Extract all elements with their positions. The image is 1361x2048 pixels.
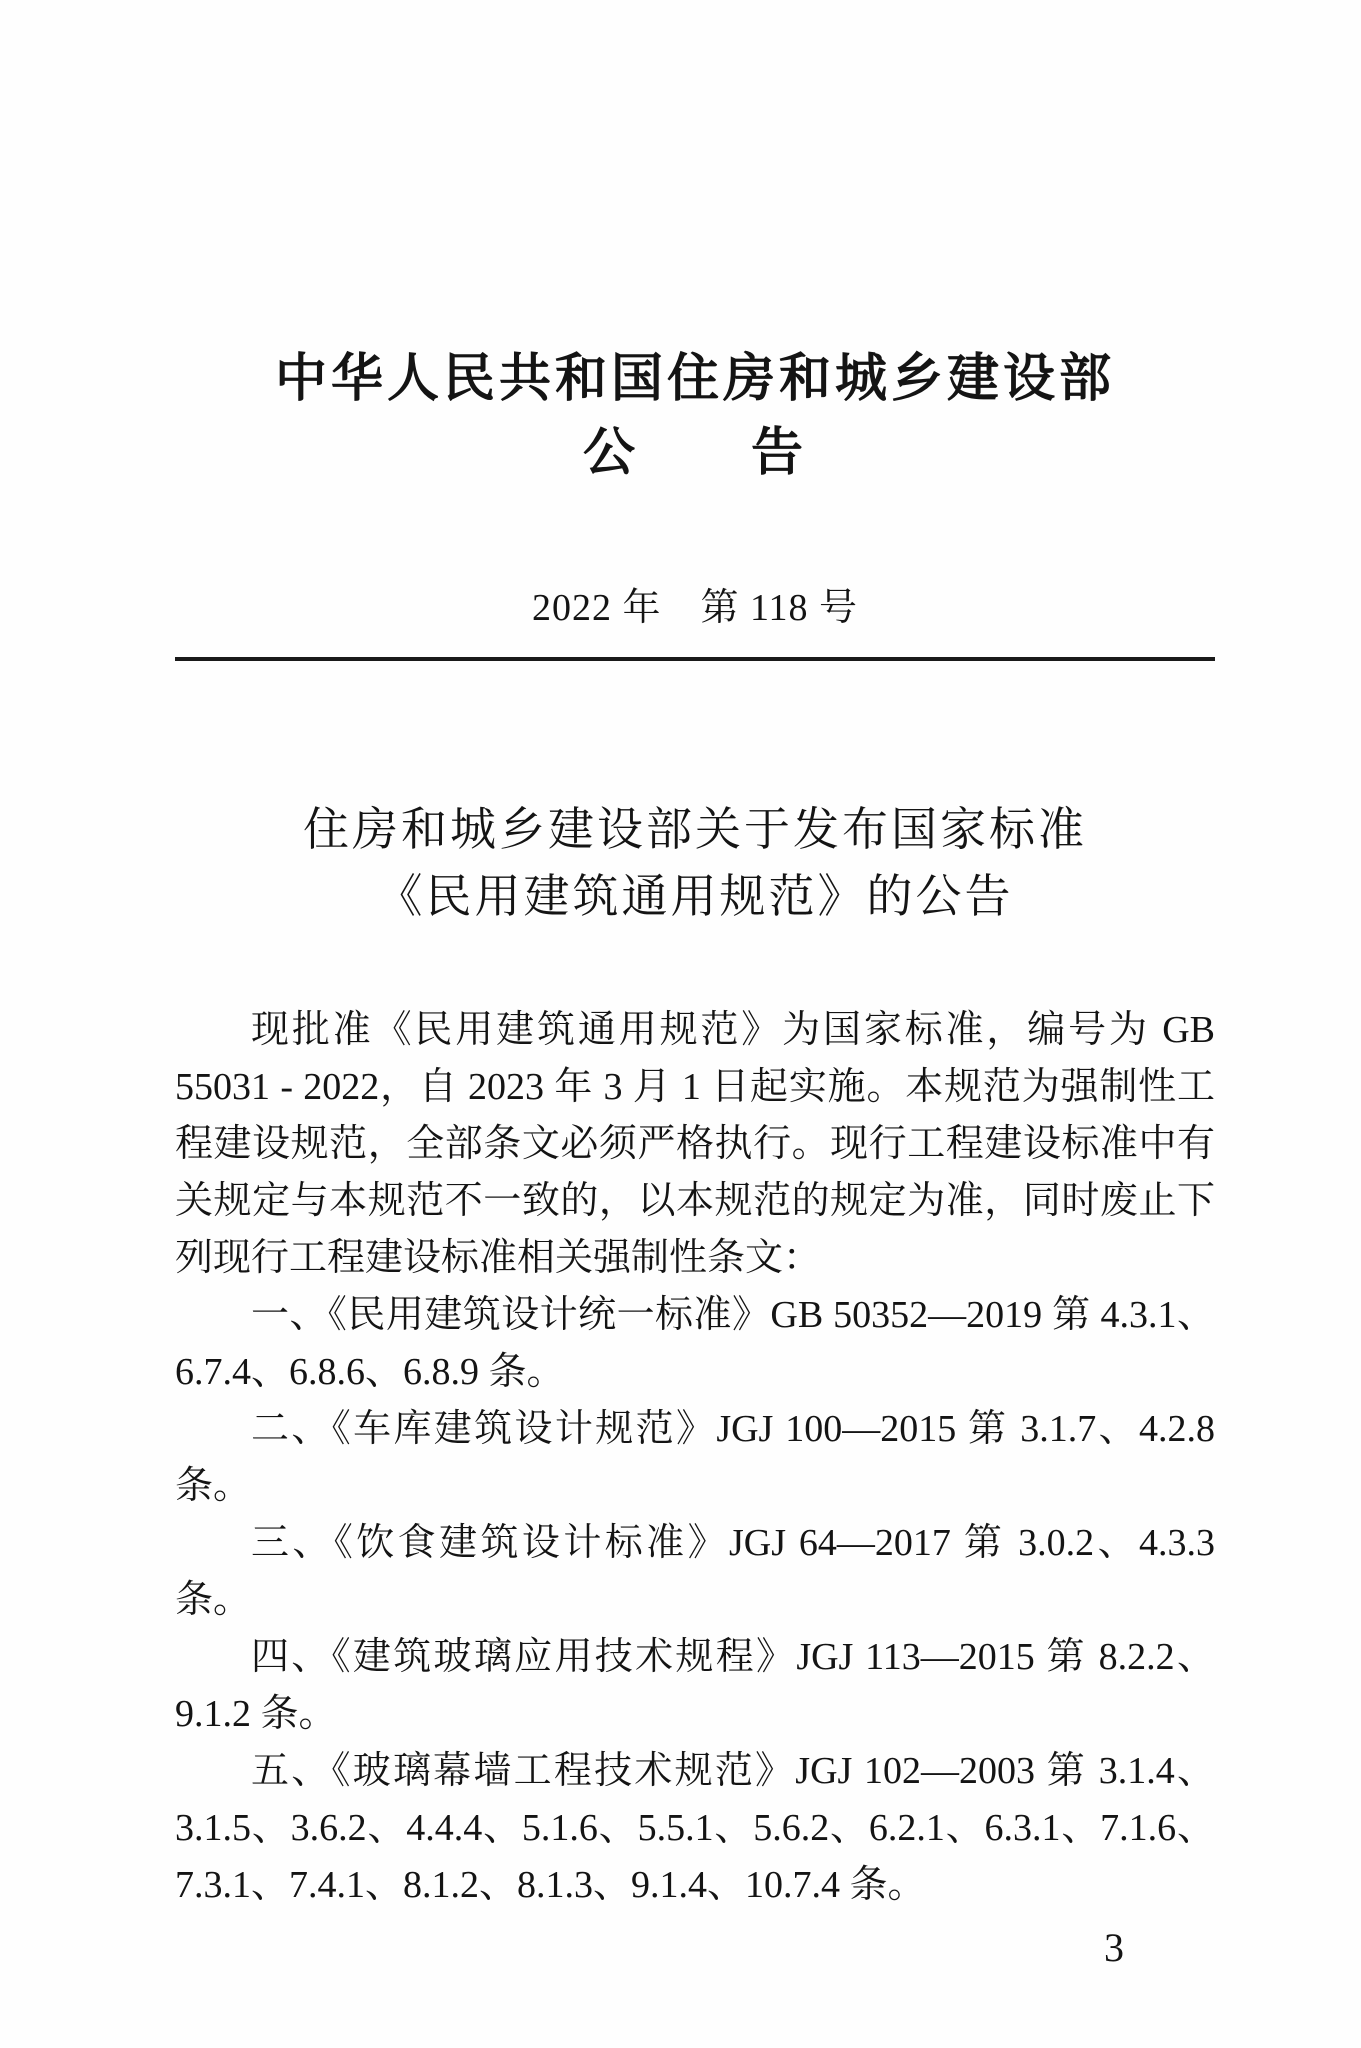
body-paragraph: 四、《建筑玻璃应用技术规程》JGJ 113—2015 第 8.2.2、9.1.2 条。 — [175, 1635, 1215, 1735]
ministry-header — [175, 350, 1215, 661]
body-paragraph: 三、《饮食建筑设计标准》JGJ 64—2017 第 3.0.2、4.3.3 条。 — [175, 1521, 1215, 1621]
announcement-section — [175, 801, 1215, 1914]
body-paragraph: 五、《玻璃幕墙工程技术规范》JGJ 102—2003 第 3.1.4、3.1.5、3.6.2、4.4.4、5.1.6、5.5.1、5.6.2、6.2.1、6.3.1、7.1.6、7.3.1、7.4.1、8.1.2、8.1.3、9.1.4、10.7.4 条。 — [175, 1749, 1215, 1906]
body-paragraph: 二、《车库建筑设计规范》JGJ 100—2015 第 3.1.7、4.2.8 条。 — [175, 1407, 1215, 1507]
announcement-word: 公 告 — [582, 424, 807, 482]
ministry-title: 中华人民共和国住房和城乡建设部 — [274, 351, 1115, 408]
announcement-title-line1: 住房和城乡建设部关于发布国家标准 — [303, 803, 1087, 855]
issue-number: 2022 年 第 118 号 — [531, 586, 859, 629]
announcement-body — [175, 1002, 1215, 1914]
content-column — [175, 350, 1215, 1914]
page-number: 3 — [1104, 1925, 1124, 1970]
body-paragraph: 一、《民用建筑设计统一标准》GB 50352—2019 第 4.3.1、6.7.4、6.8.6、6.8.9 条。 — [175, 1293, 1215, 1393]
announcement-title-line2: 《民用建筑通用规范》的公告 — [376, 871, 1014, 923]
header-rule — [175, 657, 1215, 661]
body-paragraph: 现批准《民用建筑通用规范》为国家标准，编号为 GB 55031 - 2022，自 2023 年 3 月 1 日起实施。本规范为强制性工程建设规范，全部条文必须严格执行。现行工程建设标准中有关规定与本规范不一致的，以本规范的规定为准，同时废止下列现行工程建设标准相关强制性条文： — [175, 1008, 1215, 1279]
